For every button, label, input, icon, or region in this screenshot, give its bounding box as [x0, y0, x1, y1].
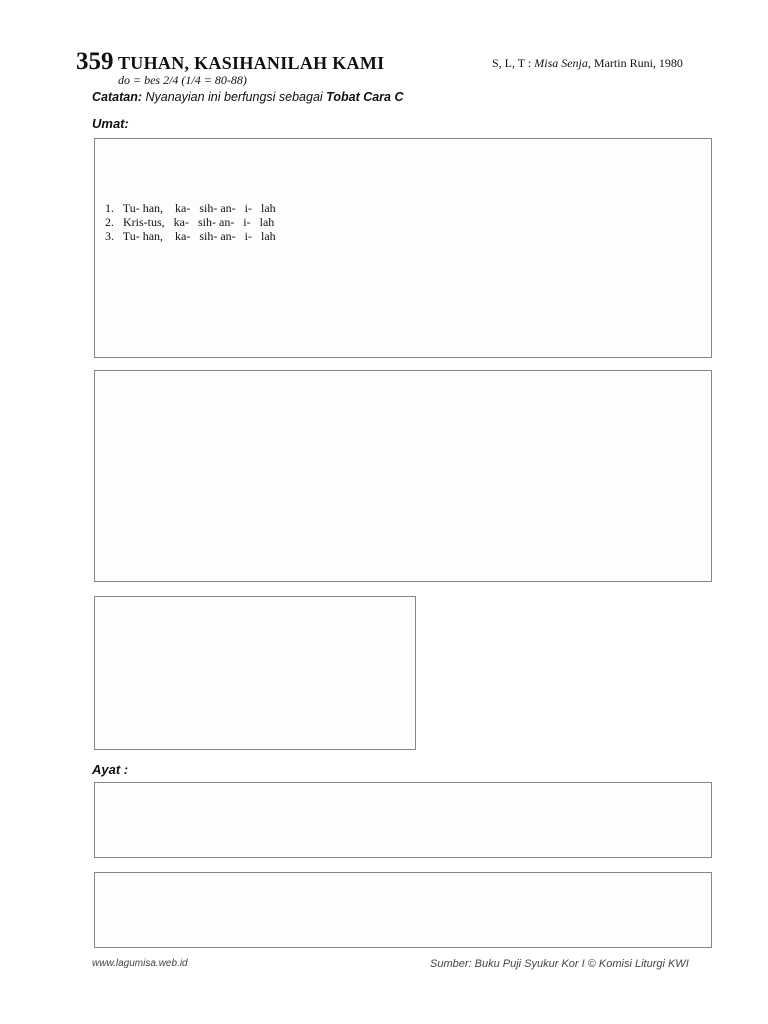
key-tempo: do = bes 2/4 (1/4 = 80-88) [118, 73, 247, 87]
score-system-1 [94, 138, 712, 358]
umat-label: Umat: [92, 116, 129, 131]
score-system-3 [94, 596, 416, 750]
verse-system-2 [94, 872, 712, 948]
song-number: 359 [76, 48, 114, 75]
footer-source: Sumber: Buku Puji Syukur Kor I © Komisi Liturgi KWI [430, 958, 689, 970]
credit-work: Misa Senja [534, 56, 588, 70]
verse-system-1 [94, 782, 712, 858]
footer-site: www.lagumisa.web.id [92, 958, 188, 969]
song-credit [492, 56, 683, 71]
score-system-2 [94, 370, 712, 582]
lyric-line-2: 2. Kris-tus, ka- sih- an- i- lah [105, 215, 275, 229]
song-title: TUHAN, KASIHANILAH KAMI [118, 53, 385, 73]
credit-prefix: S, L, T : [492, 56, 535, 70]
note-label: Catatan: [92, 90, 143, 104]
lyric-line-1: 1. Tu- han, ka- sih- an- i- lah [105, 201, 276, 215]
note-text: Nyanayian ini berfungsi sebagai [142, 90, 327, 104]
performance-note [92, 90, 404, 104]
note-emphasis: Tobat Cara C [326, 90, 404, 104]
lyric-line-3: 3. Tu- han, ka- sih- an- i- lah [105, 229, 276, 243]
credit-author: , Martin Runi, 1980 [587, 56, 683, 70]
ayat-label: Ayat : [92, 762, 129, 777]
